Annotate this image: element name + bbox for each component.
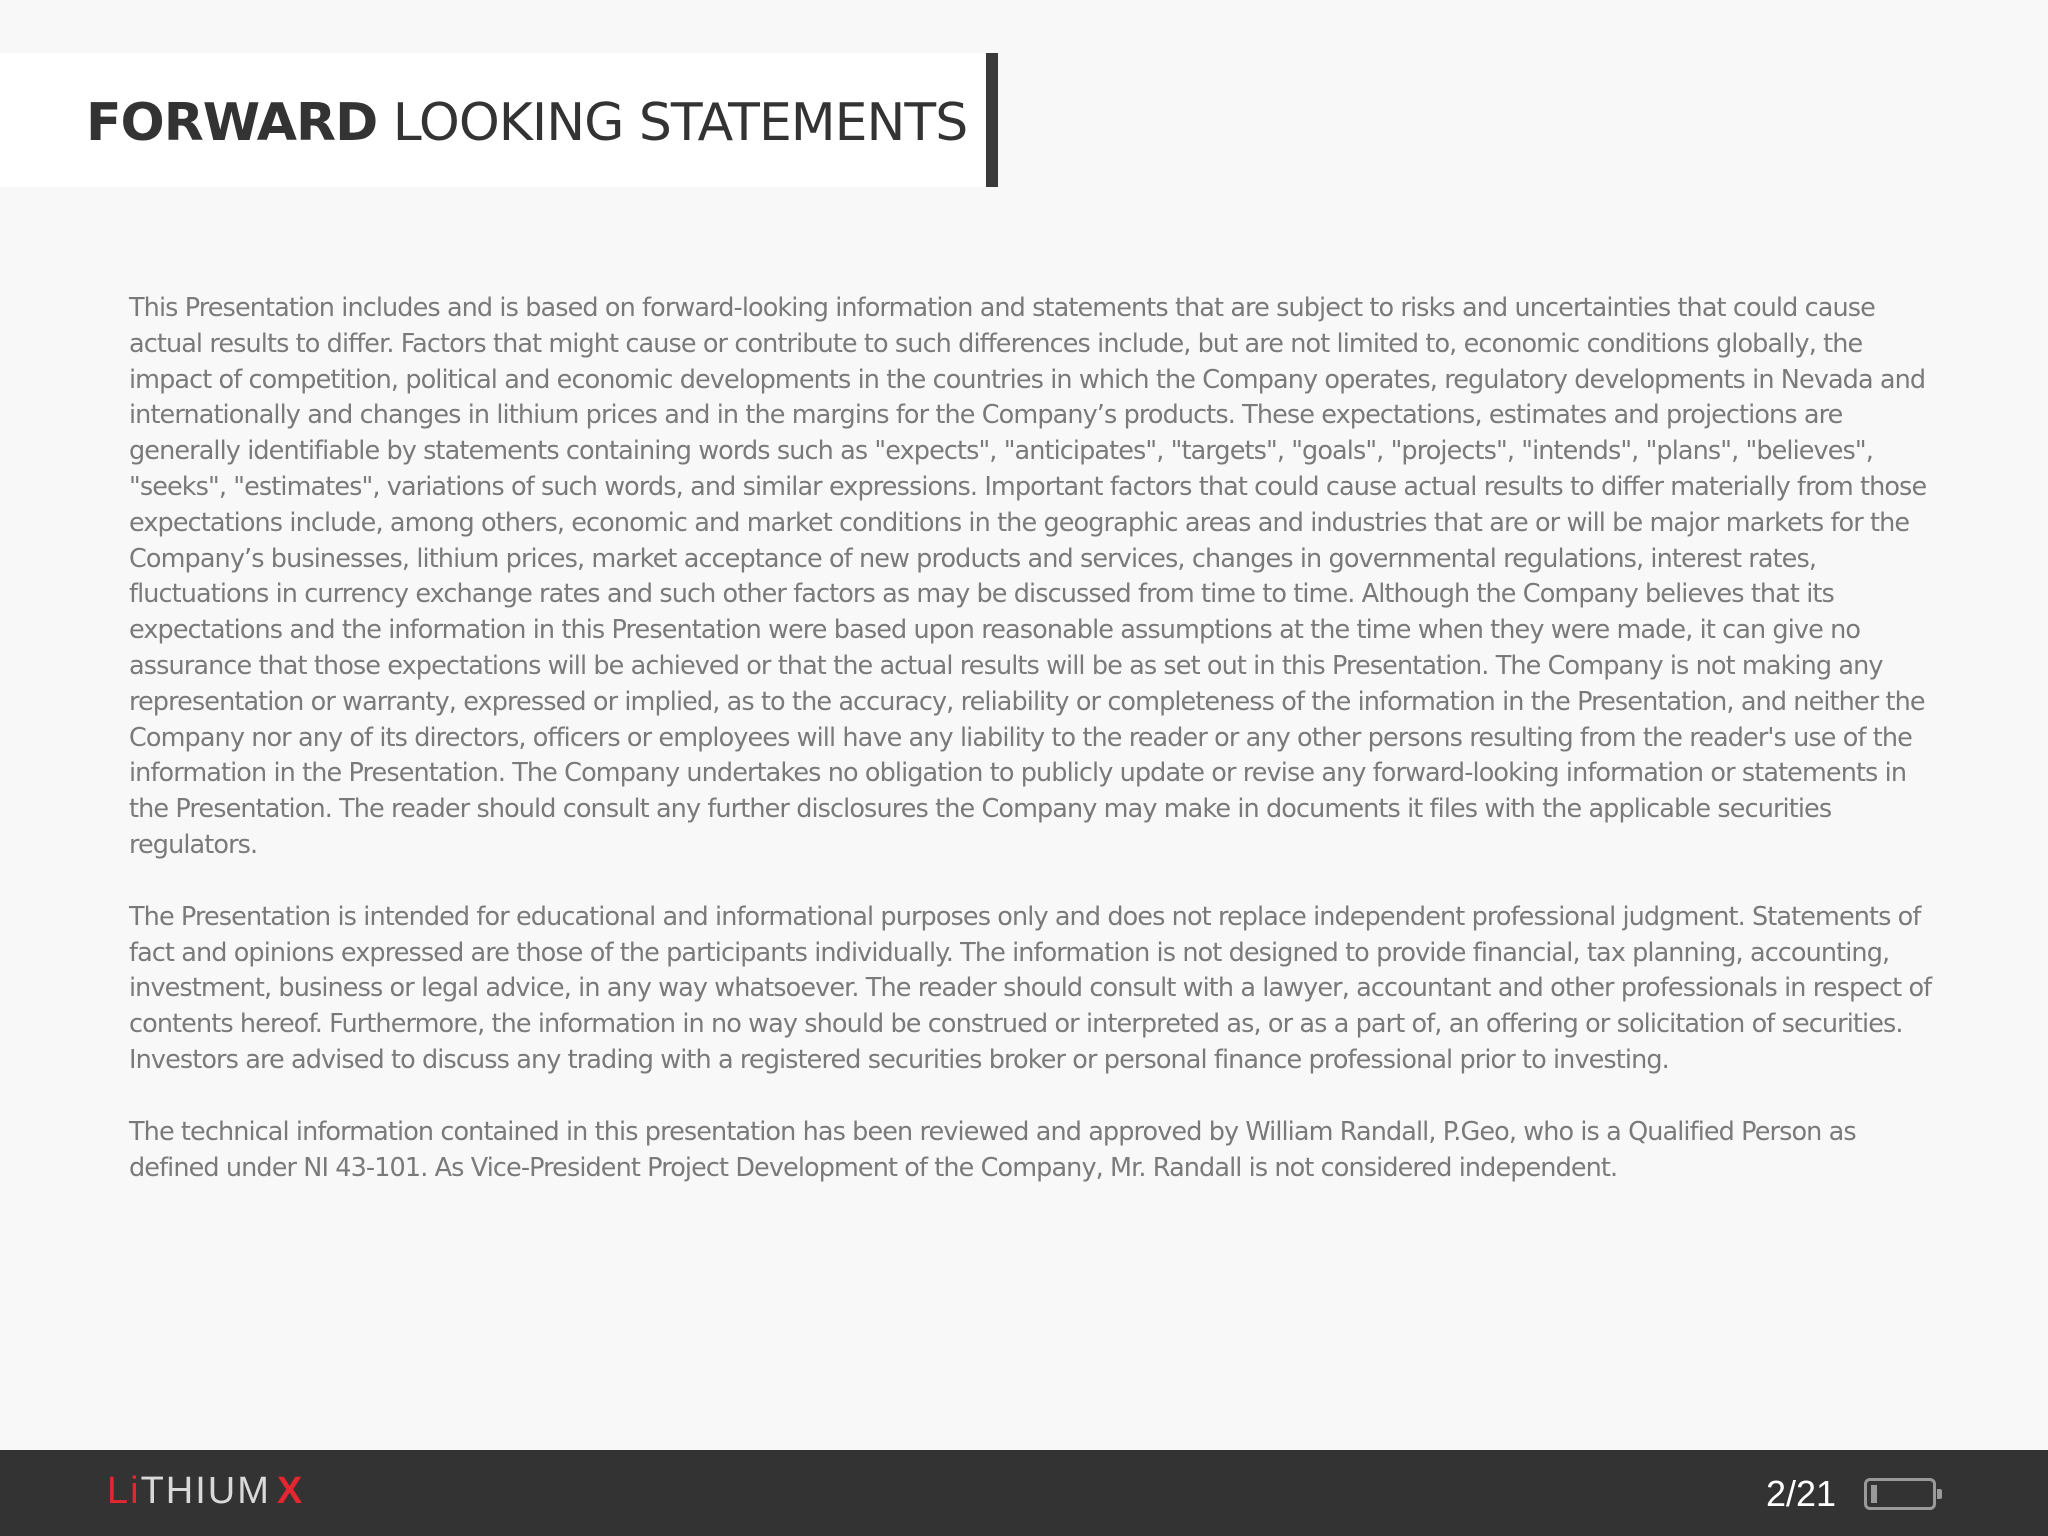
paragraph-qualified-person: The technical information contained in this presentation has been reviewed and approved by William Randall, P.Geo, who is a Qualified Person as defined under NI 43-101. As Vice-President Project Development of the Company, Mr. Randall is not considered independent. — [129, 1116, 1856, 1183]
lithium-x-logo — [107, 1466, 304, 1516]
footer-bar — [0, 1450, 2048, 1536]
page-title-bold: FORWARD — [86, 93, 378, 153]
logo-li: Li — [107, 1470, 141, 1512]
paragraph-educational-purpose: The Presentation is intended for educational and informational purposes only and does not replace independent professional judgment. Statements of fact and opinions expressed are those of the participants individually. The information is not designed to provide financial, tax planning, accounting, investment, business or legal advice, in any way whatsoever. The reader should consult with a lawyer, accountant and other professionals in respect of contents hereof. Furthermore, the information in no way should be construed or interpreted as, or as a part of, an offering or solicitation of securities. Investors are advised to discuss any trading with a registered securities broker or personal finance professional prior to investing. — [129, 901, 1932, 1075]
logo-x: X — [276, 1470, 305, 1512]
logo-thium: THIUM — [140, 1470, 271, 1512]
page-title-rest: LOOKING STATEMENTS — [392, 93, 968, 153]
battery-icon — [1864, 1478, 1936, 1510]
title-accent-bar — [986, 53, 998, 187]
progress-level — [1871, 1485, 1877, 1503]
paragraph-forward-looking: This Presentation includes and is based on forward-looking information and statements that are subject to risks and uncertainties that could cause actual results to differ. Factors that might cause or contribute to such differences include, but are not limited to, economic conditions globally, the impact of competition, political and economic developments in the countries in which the Company operates, regulatory developments in Nevada and internationally and changes in lithium prices and in the margins for the Company’s products. These expectations, estimates and projections are generally identifiable by statements containing words such as "expects", "anticipates", "targets", "goals", "projects", "intends", "plans", "believes", "seeks", "estimates", variations of such words, and similar expressions. Important factors that could cause actual results to differ materially from those expectations include, among others, economic and market conditions in the geographic areas and industries that are or will be major markets for the Company’s businesses, lithium prices, market acceptance of new products and services, changes in governmental regulations, interest rates, fluctuations in currency exchange rates and such other factors as may be discussed from time to time. Although the Company believes that its expectations and the information in this Presentation were based upon reasonable assumptions at the time when they were made, it can give no assurance that those expectations will be achieved or that the actual results will be as set out in this Presentation. The Company is not making any representation or warranty, expressed or implied, as to the accuracy, reliability or completeness of the information in the Presentation, and neither the Company nor any of its directors, officers or employees will have any liability to the reader or any other persons resulting from the reader's use of the information in the Presentation. The Company undertakes no obligation to publicly update or revise any forward-looking information or statements in the Presentation. The reader should consult any further disclosures the Company may make in documents it files with the applicable securities regulators. — [129, 293, 1927, 860]
page-title — [86, 88, 967, 158]
disclaimer-body — [129, 291, 1939, 1222]
page-number: 2/21 — [1766, 1473, 1837, 1514]
